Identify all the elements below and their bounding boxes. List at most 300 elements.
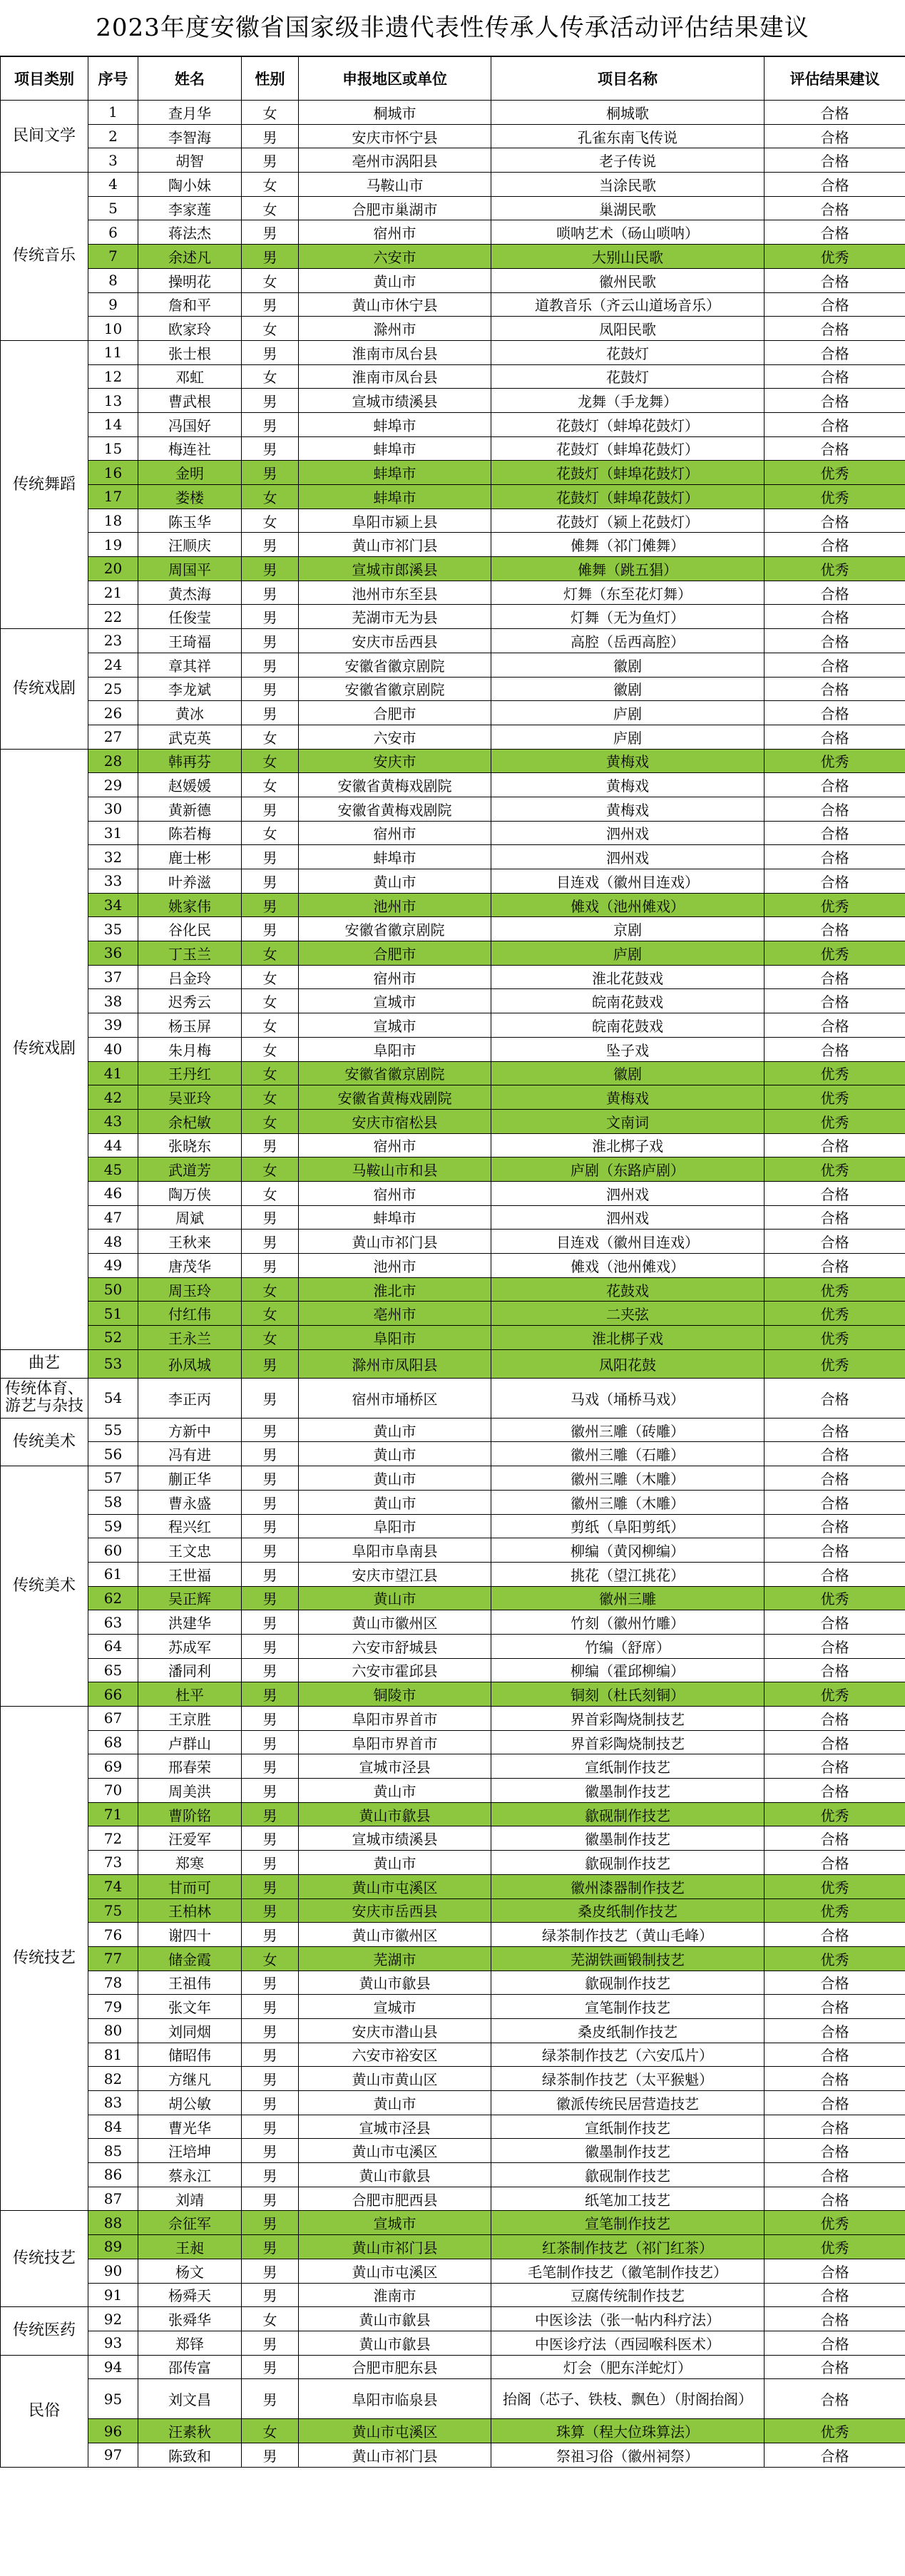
result-cell: 合格 [765,2187,905,2211]
index-cell: 26 [88,701,138,725]
gender-cell: 男 [242,2139,299,2163]
region-cell: 合肥市 [299,701,491,725]
project-cell: 芜湖铁画锻制技艺 [491,1946,765,1971]
project-cell: 淮北花鼓戏 [491,965,765,989]
project-cell: 马戏（埇桥马戏） [491,1378,765,1418]
name-cell: 王昶 [138,2235,242,2259]
region-cell: 宣城市郎溪县 [299,557,491,581]
gender-cell: 男 [242,2259,299,2283]
index-cell: 60 [88,1538,138,1563]
index-cell: 10 [88,317,138,341]
gender-cell: 男 [242,557,299,581]
result-cell: 合格 [765,268,905,292]
index-cell: 54 [88,1378,138,1418]
region-cell: 安徽省黄梅戏剧院 [299,1085,491,1110]
gender-cell: 女 [242,173,299,197]
table-row [1,1326,905,1350]
result-cell: 合格 [765,173,905,197]
table-row [1,1971,905,1995]
region-cell: 黄山市黄山区 [299,2067,491,2091]
index-cell: 82 [88,2067,138,2091]
name-cell: 陈若梅 [138,821,242,845]
category-cell: 传统技艺 [1,2211,88,2307]
index-cell: 63 [88,1610,138,1635]
result-cell: 合格 [765,2443,905,2467]
project-cell: 桐城歌 [491,101,765,125]
region-cell: 合肥市 [299,941,491,966]
name-cell: 鹿士彬 [138,845,242,869]
project-cell: 皖南花鼓戏 [491,1013,765,1038]
header-result: 评估结果建议 [765,57,905,101]
region-cell: 滁州市 [299,317,491,341]
project-cell: 徽州民歌 [491,268,765,292]
index-cell: 16 [88,461,138,485]
gender-cell: 女 [242,1085,299,1110]
region-cell: 阜阳市阜南县 [299,1538,491,1563]
project-cell: 孔雀东南飞传说 [491,124,765,148]
table-row [1,1349,905,1378]
project-cell: 歙砚制作技艺 [491,1851,765,1875]
index-cell: 79 [88,1995,138,2019]
project-cell: 绿茶制作技艺（黄山毛峰） [491,1923,765,1947]
gender-cell: 男 [242,245,299,269]
index-cell: 7 [88,245,138,269]
region-cell: 合肥市肥东县 [299,2355,491,2379]
index-cell: 24 [88,653,138,677]
region-cell: 宣城市绩溪县 [299,1826,491,1851]
name-cell: 章其祥 [138,653,242,677]
table-row [1,173,905,197]
table-row [1,1085,905,1110]
result-cell: 合格 [765,101,905,125]
index-cell: 34 [88,893,138,917]
project-cell: 凤阳民歌 [491,317,765,341]
name-cell: 程兴红 [138,1514,242,1538]
result-cell: 合格 [765,508,905,533]
table-row [1,1874,905,1898]
result-cell: 合格 [765,821,905,845]
table-row [1,2379,905,2419]
name-cell: 周玉玲 [138,1277,242,1302]
name-cell: 黄新德 [138,797,242,821]
name-cell: 潘同利 [138,1658,242,1682]
region-cell: 黄山市祁门县 [299,2235,491,2259]
index-cell: 4 [88,173,138,197]
project-cell: 歙砚制作技艺 [491,2163,765,2187]
project-cell: 中医诊疗法（西园喉科医术） [491,2331,765,2355]
name-cell: 曹阶铭 [138,1802,242,1826]
gender-cell: 男 [242,2187,299,2211]
name-cell: 谢四十 [138,1923,242,1947]
result-cell: 合格 [765,1254,905,1278]
index-cell: 94 [88,2355,138,2379]
table-row [1,1230,905,1254]
result-cell: 合格 [765,2018,905,2043]
region-cell: 铜陵市 [299,1682,491,1707]
index-cell: 42 [88,1085,138,1110]
category-cell: 传统技艺 [1,1707,88,2211]
gender-cell: 男 [242,1466,299,1491]
table-row [1,725,905,749]
region-cell: 六安市 [299,725,491,749]
result-cell: 合格 [765,1707,905,1731]
gender-cell: 男 [242,2211,299,2235]
gender-cell: 男 [242,2043,299,2067]
result-cell: 合格 [765,412,905,436]
region-cell: 黄山市徽州区 [299,1610,491,1635]
index-cell: 92 [88,2307,138,2331]
result-cell: 合格 [765,1205,905,1230]
index-cell: 44 [88,1133,138,1157]
region-cell: 安庆市 [299,749,491,773]
table-row [1,773,905,797]
project-cell: 花鼓灯（蚌埠花鼓灯） [491,485,765,509]
name-cell: 朱月梅 [138,1037,242,1061]
gender-cell: 女 [242,1302,299,1326]
gender-cell: 男 [242,1378,299,1418]
table-row [1,245,905,269]
result-cell: 合格 [765,1923,905,1947]
region-cell: 黄山市祁门县 [299,1230,491,1254]
gender-cell: 男 [242,917,299,941]
region-cell: 宣城市 [299,2211,491,2235]
table-body [1,101,905,2468]
table-row [1,2091,905,2115]
result-cell: 合格 [765,677,905,701]
gender-cell: 男 [242,797,299,821]
index-cell: 5 [88,196,138,220]
table-row [1,1946,905,1971]
gender-cell: 男 [242,1826,299,1851]
result-cell: 合格 [765,2355,905,2379]
gender-cell: 男 [242,2379,299,2419]
name-cell: 王秋来 [138,1230,242,1254]
result-cell: 合格 [765,869,905,894]
region-cell: 芜湖市无为县 [299,605,491,629]
result-cell: 优秀 [765,1349,905,1378]
gender-cell: 女 [242,941,299,966]
region-cell: 宣城市 [299,989,491,1013]
gender-cell: 女 [242,196,299,220]
table-row [1,1730,905,1754]
project-cell: 界首彩陶烧制技艺 [491,1707,765,1731]
gender-cell: 女 [242,268,299,292]
gender-cell: 女 [242,773,299,797]
region-cell: 黄山市屯溪区 [299,1874,491,1898]
project-cell: 徽州三雕（砖雕） [491,1418,765,1442]
index-cell: 56 [88,1442,138,1466]
region-cell: 阜阳市界首市 [299,1707,491,1731]
name-cell: 储金霞 [138,1946,242,1971]
region-cell: 宣城市 [299,1013,491,1038]
name-cell: 杜平 [138,1682,242,1707]
gender-cell: 男 [242,1682,299,1707]
region-cell: 阜阳市界首市 [299,1730,491,1754]
gender-cell: 男 [242,1490,299,1514]
table-row [1,557,905,581]
index-cell: 13 [88,389,138,413]
project-cell: 竹刻（徽州竹雕） [491,1610,765,1635]
name-cell: 杨文 [138,2259,242,2283]
index-cell: 57 [88,1466,138,1491]
table-row [1,581,905,605]
name-cell: 李龙斌 [138,677,242,701]
result-cell: 合格 [765,2331,905,2355]
result-cell: 合格 [765,2379,905,2419]
region-cell: 黄山市 [299,1779,491,1803]
table-row [1,797,905,821]
table-row [1,605,905,629]
name-cell: 韩再芬 [138,749,242,773]
project-cell: 徽剧 [491,677,765,701]
region-cell: 宣城市 [299,1995,491,2019]
name-cell: 迟秀云 [138,989,242,1013]
table-row [1,2283,905,2307]
name-cell: 唐茂华 [138,1254,242,1278]
table-row [1,124,905,148]
name-cell: 曹光华 [138,2115,242,2139]
region-cell: 池州市 [299,1254,491,1278]
project-cell: 徽剧 [491,1061,765,1085]
result-cell: 合格 [765,1013,905,1038]
result-cell: 优秀 [765,1898,905,1923]
table-row [1,436,905,461]
name-cell: 任俊莹 [138,605,242,629]
region-cell: 黄山市 [299,2091,491,2115]
table-row [1,1898,905,1923]
region-cell: 黄山市屯溪区 [299,2259,491,2283]
table-row [1,2355,905,2379]
index-cell: 76 [88,1923,138,1947]
project-cell: 傩戏（池州傩戏） [491,1254,765,1278]
result-cell: 合格 [765,1490,905,1514]
index-cell: 88 [88,2211,138,2235]
table-row [1,2018,905,2043]
table-row [1,1634,905,1658]
name-cell: 王柏林 [138,1898,242,1923]
project-cell: 宣笔制作技艺 [491,2211,765,2235]
region-cell: 淮南市 [299,2283,491,2307]
result-cell: 合格 [765,1826,905,1851]
gender-cell: 女 [242,1037,299,1061]
name-cell: 李正丙 [138,1378,242,1418]
table-row [1,917,905,941]
index-cell: 65 [88,1658,138,1682]
region-cell: 黄山市祁门县 [299,533,491,557]
name-cell: 汪爱军 [138,1826,242,1851]
region-cell: 黄山市休宁县 [299,292,491,317]
index-cell: 51 [88,1302,138,1326]
table-row [1,1205,905,1230]
region-cell: 宣城市泾县 [299,2115,491,2139]
region-cell: 宿州市 [299,821,491,845]
gender-cell: 男 [242,436,299,461]
gender-cell: 男 [242,389,299,413]
region-cell: 阜阳市 [299,1326,491,1350]
project-cell: 花鼓灯 [491,340,765,364]
table-row [1,2139,905,2163]
name-cell: 冯有进 [138,1442,242,1466]
gender-cell: 女 [242,821,299,845]
table-row [1,1109,905,1133]
name-cell: 孙凤城 [138,1349,242,1378]
table-row [1,1754,905,1779]
gender-cell: 女 [242,1326,299,1350]
region-cell: 蚌埠市 [299,1205,491,1230]
region-cell: 阜阳市 [299,1514,491,1538]
region-cell: 阜阳市颍上县 [299,508,491,533]
region-cell: 黄山市祁门县 [299,2443,491,2467]
gender-cell: 男 [242,124,299,148]
gender-cell: 男 [242,1898,299,1923]
gender-cell: 女 [242,1061,299,1085]
index-cell: 9 [88,292,138,317]
region-cell: 滁州市凤阳县 [299,1349,491,1378]
result-cell: 合格 [765,1562,905,1586]
index-cell: 61 [88,1562,138,1586]
project-cell: 老子传说 [491,148,765,173]
result-cell: 合格 [765,2139,905,2163]
project-cell: 歙砚制作技艺 [491,1971,765,1995]
table-row [1,941,905,966]
table-row [1,364,905,389]
table-row [1,1418,905,1442]
region-cell: 黄山市歙县 [299,2331,491,2355]
name-cell: 吴亚玲 [138,1085,242,1110]
table-row [1,317,905,341]
table-row [1,1490,905,1514]
table-row [1,2419,905,2443]
project-cell: 皖南花鼓戏 [491,989,765,1013]
project-cell: 柳编（霍邱柳编） [491,1658,765,1682]
project-cell: 傩舞（祁门傩舞） [491,533,765,557]
name-cell: 王丹红 [138,1061,242,1085]
table-row [1,629,905,653]
index-cell: 3 [88,148,138,173]
project-cell: 巢湖民歌 [491,196,765,220]
gender-cell: 男 [242,533,299,557]
header-index: 序号 [88,57,138,101]
result-cell: 合格 [765,2043,905,2067]
table-row [1,1378,905,1418]
project-cell: 徽墨制作技艺 [491,1779,765,1803]
gender-cell: 男 [242,461,299,485]
project-cell: 歙砚制作技艺 [491,1802,765,1826]
name-cell: 姚家伟 [138,893,242,917]
index-cell: 29 [88,773,138,797]
result-cell: 合格 [765,292,905,317]
index-cell: 66 [88,1682,138,1707]
project-cell: 绿茶制作技艺（六安瓜片） [491,2043,765,2067]
result-cell: 合格 [765,2091,905,2115]
category-cell: 传统戏剧 [1,629,88,749]
result-cell: 合格 [765,773,905,797]
index-cell: 20 [88,557,138,581]
name-cell: 周斌 [138,1205,242,1230]
region-cell: 宿州市 [299,220,491,245]
header-category: 项目类别 [1,57,88,101]
category-cell: 传统舞蹈 [1,340,88,628]
header-gender: 性别 [242,57,299,101]
table-row [1,1181,905,1205]
table-row [1,2043,905,2067]
gender-cell: 男 [242,1230,299,1254]
name-cell: 娄楼 [138,485,242,509]
result-cell: 合格 [765,605,905,629]
project-cell: 珠算（程大位珠算法） [491,2419,765,2443]
region-cell: 马鞍山市和县 [299,1157,491,1182]
table-row [1,1586,905,1610]
region-cell: 黄山市徽州区 [299,1923,491,1947]
name-cell: 黄冰 [138,701,242,725]
name-cell: 邓虹 [138,364,242,389]
name-cell: 梅连社 [138,436,242,461]
result-cell: 优秀 [765,2211,905,2235]
index-cell: 28 [88,749,138,773]
table-row [1,220,905,245]
gender-cell: 女 [242,364,299,389]
table-row [1,1302,905,1326]
index-cell: 81 [88,2043,138,2067]
result-cell: 合格 [765,1418,905,1442]
region-cell: 蚌埠市 [299,845,491,869]
table-row [1,893,905,917]
region-cell: 黄山市歙县 [299,2163,491,2187]
region-cell: 黄山市 [299,1490,491,1514]
project-cell: 泗州戏 [491,821,765,845]
gender-cell: 男 [242,2443,299,2467]
name-cell: 杨舜天 [138,2283,242,2307]
region-cell: 黄山市 [299,1586,491,1610]
result-cell: 合格 [765,1779,905,1803]
project-cell: 泗州戏 [491,845,765,869]
index-cell: 80 [88,2018,138,2043]
name-cell: 王世福 [138,1562,242,1586]
region-cell: 安徽省徽京剧院 [299,1061,491,1085]
table-row [1,1826,905,1851]
index-cell: 68 [88,1730,138,1754]
gender-cell: 女 [242,508,299,533]
project-cell: 黄梅戏 [491,773,765,797]
index-cell: 90 [88,2259,138,2283]
result-cell: 合格 [765,196,905,220]
result-cell: 合格 [765,2067,905,2091]
name-cell: 张晓东 [138,1133,242,1157]
project-cell: 花鼓灯（蚌埠花鼓灯） [491,461,765,485]
result-cell: 优秀 [765,1302,905,1326]
result-cell: 优秀 [765,893,905,917]
index-cell: 23 [88,629,138,653]
gender-cell: 男 [242,2355,299,2379]
result-cell: 合格 [765,2163,905,2187]
table-row [1,533,905,557]
region-cell: 亳州市涡阳县 [299,148,491,173]
result-cell: 合格 [765,797,905,821]
gender-cell: 男 [242,1779,299,1803]
category-cell: 传统医药 [1,2307,88,2355]
name-cell: 蔡永江 [138,2163,242,2187]
gender-cell: 女 [242,725,299,749]
name-cell: 冯国好 [138,412,242,436]
project-cell: 当涂民歌 [491,173,765,197]
index-cell: 33 [88,869,138,894]
gender-cell: 男 [242,1754,299,1779]
index-cell: 41 [88,1061,138,1085]
result-cell: 合格 [765,1634,905,1658]
region-cell: 六安市霍邱县 [299,1658,491,1682]
project-cell: 剪纸（阜阳剪纸） [491,1514,765,1538]
table-row [1,1995,905,2019]
